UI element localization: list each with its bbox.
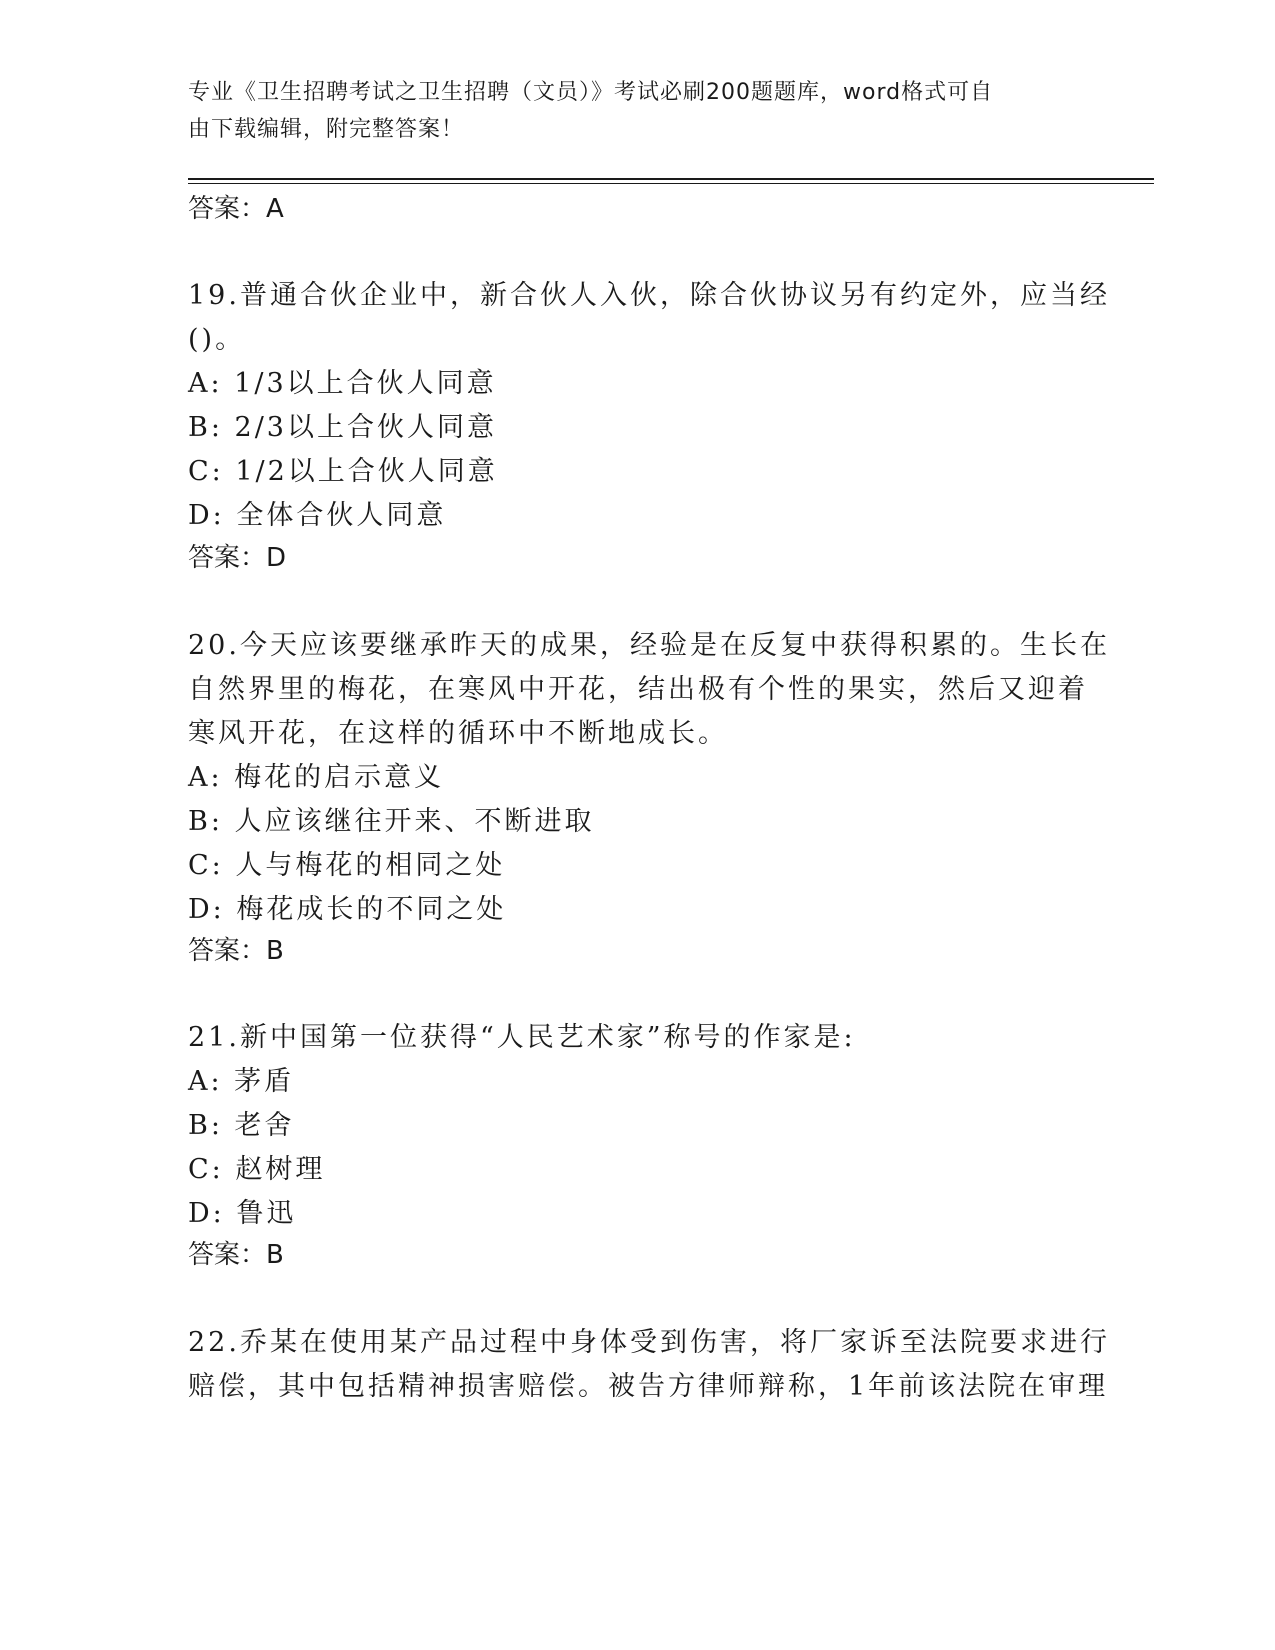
question-19-option-c: C: 1/2以上合伙人同意 [188,456,498,487]
header-rule-thick [188,178,1154,180]
question-19-option-a: A: 1/3以上合伙人同意 [188,368,497,399]
question-19-stem-line-1: 19.普通合伙企业中，新合伙人入伙，除合伙协议另有约定外，应当经 [188,280,1110,311]
page-header [188,74,1088,148]
question-20-option-d: D: 梅花成长的不同之处 [188,894,507,925]
question-19-option-d: D: 全体合伙人同意 [188,500,447,531]
question-21-answer: 答案：B [188,1240,284,1270]
header-line-2: 由下载编辑，附完整答案！ [188,117,465,142]
question-21-option-b: B: 老舍 [188,1110,295,1141]
question-20-option-a: A: 梅花的启示意义 [188,762,445,793]
question-20-stem-line-1: 20.今天应该要继承昨天的成果，经验是在反复中获得积累的。生长在 [188,630,1110,661]
question-20-option-b: B: 人应该继往开来、不断进取 [188,806,595,837]
question-21-stem-line-1: 21.新中国第一位获得“人民艺术家”称号的作家是: [188,1022,856,1053]
header-line-1: 专业《卫生招聘考试之卫生招聘（文员）》考试必刷200题题库，word格式可自 [188,80,994,105]
question-19-stem-line-2: ()。 [188,324,246,355]
question-19-answer: 答案：D [188,543,287,573]
question-22-stem-line-1: 22.乔某在使用某产品过程中身体受到伤害，将厂家诉至法院要求进行 [188,1327,1110,1358]
question-20-option-c: C: 人与梅花的相同之处 [188,850,506,881]
question-21-option-a: A: 茅盾 [188,1066,295,1097]
question-21-option-d: D: 鲁迅 [188,1198,297,1229]
question-19-option-b: B: 2/3以上合伙人同意 [188,412,497,443]
question-22-stem-line-2: 赔偿，其中包括精神损害赔偿。被告方律师辩称，1年前该法院在审理 [188,1371,1109,1402]
answer-prev: 答案：A [188,194,284,224]
question-20-stem-line-2: 自然界里的梅花，在寒风中开花，结出极有个性的果实，然后又迎着 [188,674,1088,705]
question-20-answer: 答案：B [188,936,284,966]
question-21-option-c: C: 赵树理 [188,1154,326,1185]
header-rule-thin [188,183,1154,184]
question-20-stem-line-3: 寒风开花，在这样的循环中不断地成长。 [188,718,728,749]
